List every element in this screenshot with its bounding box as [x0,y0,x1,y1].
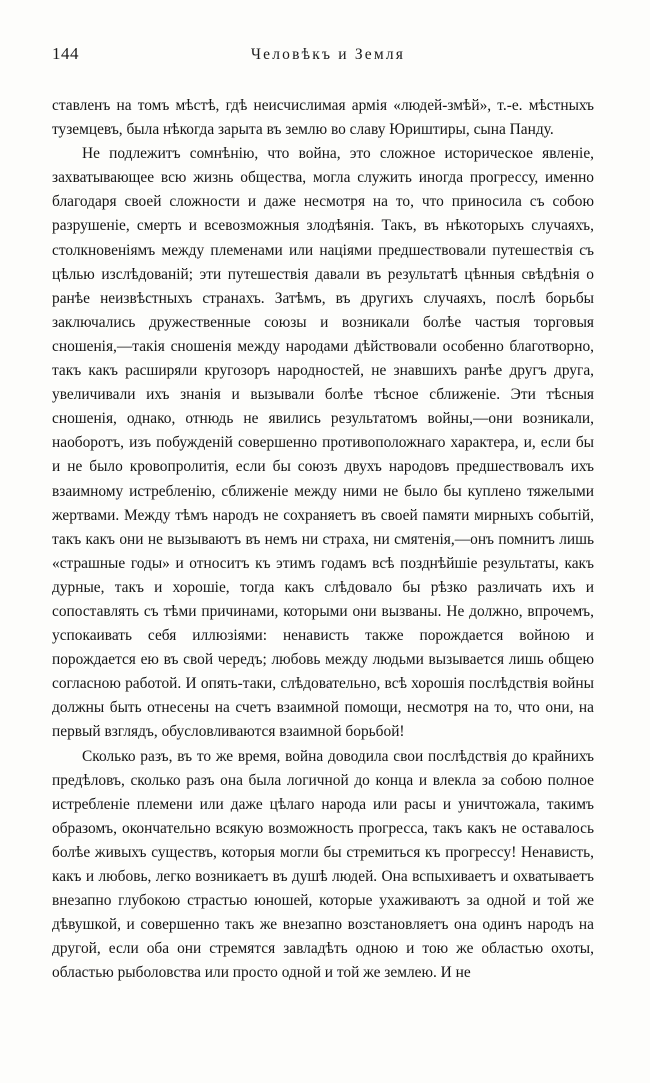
running-title: Человѣкъ и Земля [250,46,406,63]
paragraph: ставленъ на томъ мѣстѣ, гдѣ неисчислимая армія «людей-змѣй», т.-е. мѣстныхъ туземцевъ, была нѣкогда зарыта въ землю во славу Юриштиры, сына Панду. [52,97,594,139]
paragraph: Сколько разъ, въ то же время, война доводила свои послѣдствія до крайнихъ предѣловъ, сколько разъ она была логичной до конца и влекла за собою полное истребленіе племени или даже цѣлаго народа или расы и уничтожала, такимъ образомъ, окончательно всякую возможность прогресса, такъ какъ не оставалось болѣе живыхъ существъ, которыя могли бы стремиться къ прогрессу! Ненависть, какъ и любовь, легко возникаетъ въ душѣ людей. Она вспыхиваетъ и охватываетъ внезапно глубокою страстью юношей, которые ухаживаютъ за одной и той же дѣвушкой, и совершенно такъ же внезапно возстановляетъ она одинъ народъ на другой, если оба они стремятся завладѣть одною и тою же областью охоты, областью рыболовства или просто одной и той же землею. И не [52,747,594,982]
paragraph: Не подлежитъ сомнѣнію, что война, это сложное историческое явленіе, захватывающее всю жизнь общества, могла служить иногда прогрессу, именно благодаря своей сложности и даже несмотря на то, что приносила съ собою разрушеніе, смерть и всевозможныя злодѣянія. Такъ, въ нѣкоторыхъ случаяхъ, столкновеніямъ между племенами или націями предшествовали путешествія съ цѣлью изслѣдованій; эти путешествія давали въ результатѣ цѣнныя свѣдѣнія о ранѣе неизвѣстныхъ странахъ. Затѣмъ, въ другихъ случаяхъ, послѣ борьбы заключались дружественные союзы и возникали болѣе частыя торговыя сношенія,—такія сношенія между народами дѣйствовали особенно благотворно, такъ какъ расширяли кругозоръ народностей, не знавшихъ ранѣе другъ друга, увеличивали ихъ знанія и вызывали болѣе тѣсное сближеніе. Эти тѣсныя сношенія, однако, отнюдь не явились результатомъ войны,—они возникали, наоборотъ, изъ побужденій совершенно противоположнаго характера, и, если бы и не было кровопролитія, если бы союзъ двухъ народовъ предшествовалъ ихъ взаимному истребленію, сближеніе между ними не было бы куплено тяжелыми жертвами. Между тѣмъ народъ не сохраняетъ въ своей памяти мирныхъ событій, такъ какъ они не вызываютъ въ немъ ни страха, ни смятенія,—онъ помнитъ лишь «страшные годы» и относитъ къ этимъ годамъ всѣ позднѣйшіе результаты, какъ дурные, такъ и хорошіе, тогда какъ слѣдовало бы рѣзко различать ихъ и сопоставлять съ тѣми причинами, которыми они вызваны. Не должно, впрочемъ, успокаивать себя иллюзіями: ненависть также порождается войною и порождается ею въ свой чередъ; любовь между людьми вызывается лишь общею согласною работой. И опять-таки, слѣдовательно, всѣ хорошія послѣдствія войны должны быть отнесены на счетъ взаимной помощи, несмотря на то, что они, на первый взглядъ, обусловливаются взаимной борьбой! [52,145,594,741]
page-header [52,44,594,66]
page-number: 144 [52,44,79,63]
page-body [52,94,594,985]
